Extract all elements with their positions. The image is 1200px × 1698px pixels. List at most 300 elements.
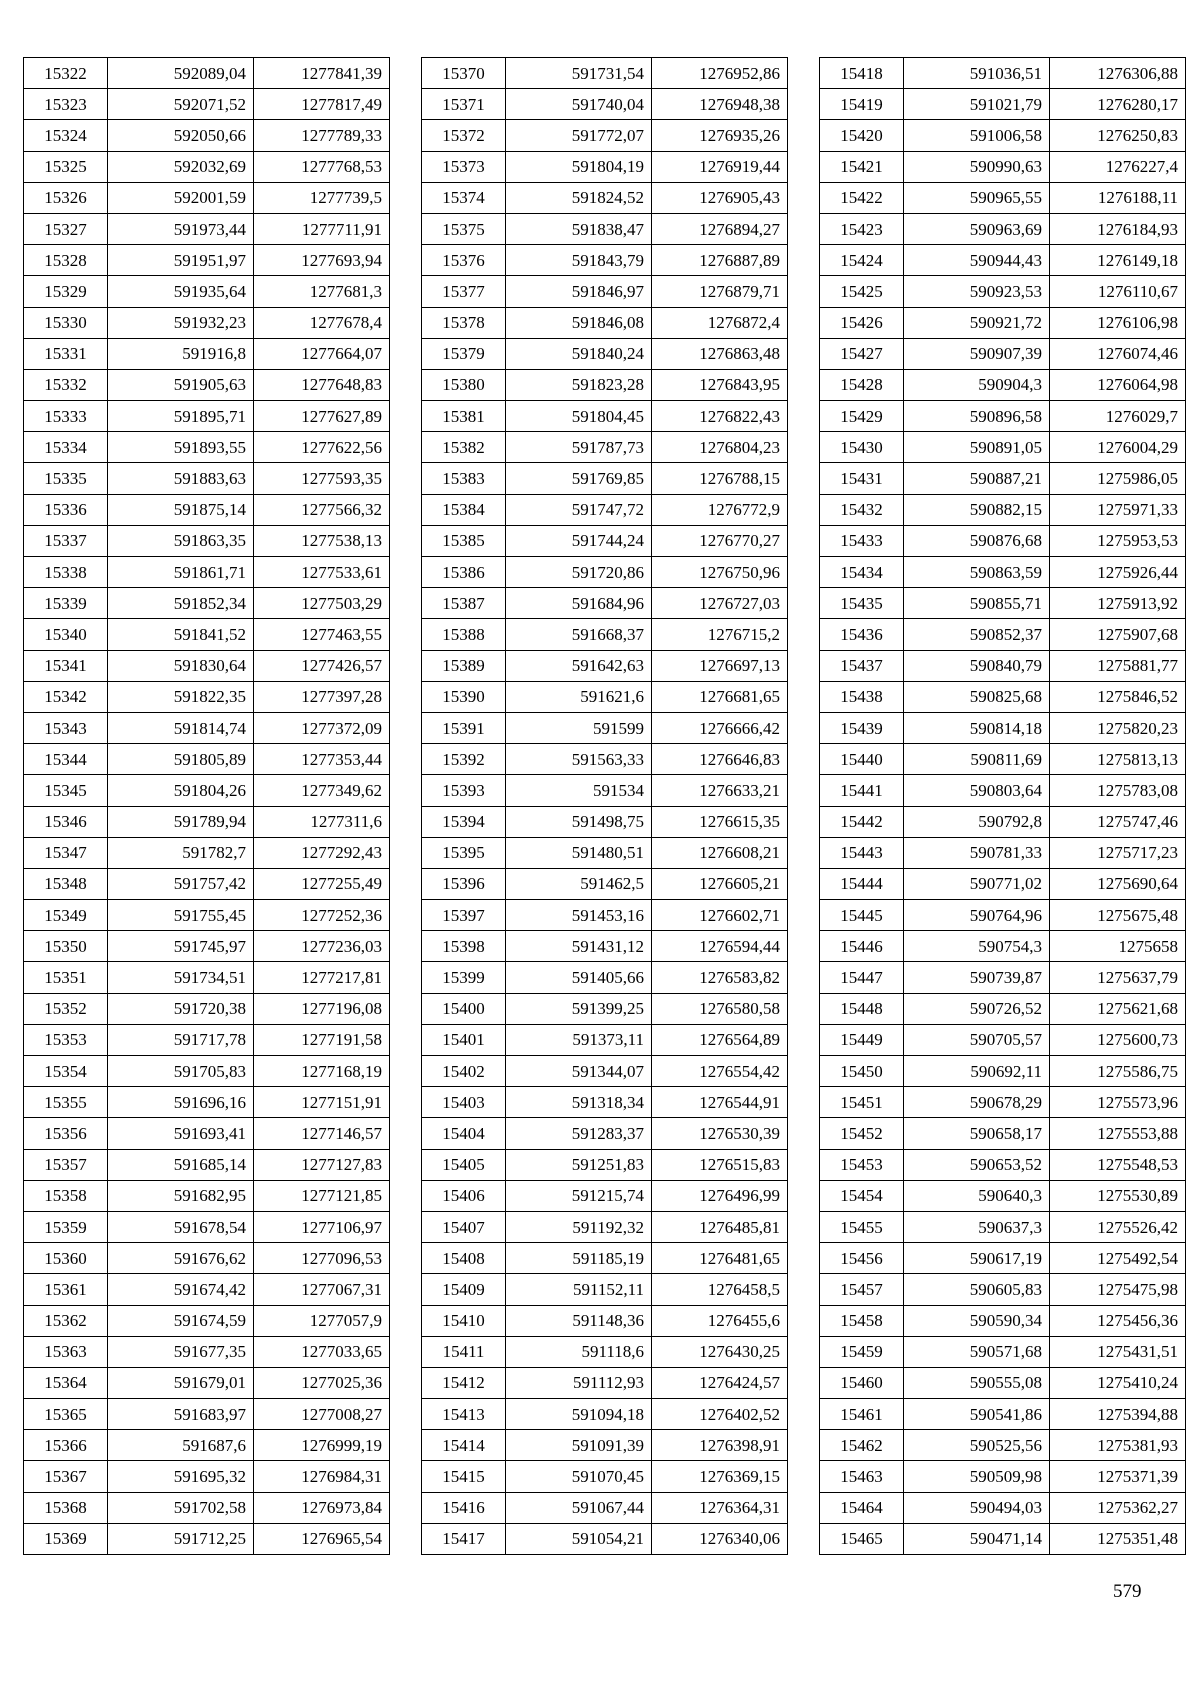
y-coordinate-cell: 1276280,17 <box>1050 89 1186 120</box>
x-coordinate-cell: 591498,75 <box>506 806 652 837</box>
table-row <box>820 1243 1186 1274</box>
y-coordinate-cell: 1275813,13 <box>1050 744 1186 775</box>
x-coordinate-cell: 591717,78 <box>108 1024 254 1055</box>
y-coordinate-cell: 1277151,91 <box>254 1087 390 1118</box>
y-coordinate-cell: 1276074,46 <box>1050 338 1186 369</box>
y-coordinate-cell: 1276424,57 <box>652 1367 788 1398</box>
x-coordinate-cell: 590726,52 <box>904 993 1050 1024</box>
table-row <box>24 338 390 369</box>
x-coordinate-cell: 591192,32 <box>506 1211 652 1242</box>
y-coordinate-cell: 1276681,65 <box>652 681 788 712</box>
y-coordinate-cell: 1276666,42 <box>652 712 788 743</box>
table-row <box>24 245 390 276</box>
x-coordinate-cell: 591674,42 <box>108 1274 254 1305</box>
y-coordinate-cell: 1277463,55 <box>254 619 390 650</box>
x-coordinate-cell: 591830,64 <box>108 650 254 681</box>
y-coordinate-cell: 1276227,4 <box>1050 151 1186 182</box>
y-coordinate-cell: 1276646,83 <box>652 744 788 775</box>
point-number-cell: 15361 <box>24 1274 108 1305</box>
table-row <box>24 650 390 681</box>
x-coordinate-cell: 591893,55 <box>108 432 254 463</box>
y-coordinate-cell: 1275371,39 <box>1050 1461 1186 1492</box>
x-coordinate-cell: 591787,73 <box>506 432 652 463</box>
y-coordinate-cell: 1275573,96 <box>1050 1087 1186 1118</box>
table-row <box>24 837 390 868</box>
y-coordinate-cell: 1277057,9 <box>254 1305 390 1336</box>
x-coordinate-cell: 591405,66 <box>506 962 652 993</box>
table-row <box>24 681 390 712</box>
table-row <box>820 58 1186 89</box>
table-row <box>820 744 1186 775</box>
table-row <box>820 89 1186 120</box>
x-coordinate-cell: 590754,3 <box>904 931 1050 962</box>
y-coordinate-cell: 1275410,24 <box>1050 1367 1186 1398</box>
x-coordinate-cell: 590840,79 <box>904 650 1050 681</box>
table-row <box>422 1211 788 1242</box>
table-row <box>24 712 390 743</box>
table-row <box>24 775 390 806</box>
point-number-cell: 15431 <box>820 463 904 494</box>
point-number-cell: 15390 <box>422 681 506 712</box>
table-row <box>422 1243 788 1274</box>
table-row <box>422 1056 788 1087</box>
x-coordinate-cell: 590863,59 <box>904 557 1050 588</box>
point-number-cell: 15464 <box>820 1492 904 1523</box>
table-row <box>820 525 1186 556</box>
y-coordinate-cell: 1277693,94 <box>254 245 390 276</box>
point-number-cell: 15421 <box>820 151 904 182</box>
y-coordinate-cell: 1275492,54 <box>1050 1243 1186 1274</box>
y-coordinate-cell: 1276402,52 <box>652 1399 788 1430</box>
table-row <box>820 900 1186 931</box>
x-coordinate-cell: 591916,8 <box>108 338 254 369</box>
x-coordinate-cell: 590739,87 <box>904 962 1050 993</box>
point-number-cell: 15336 <box>24 494 108 525</box>
table-row <box>24 151 390 182</box>
y-coordinate-cell: 1276605,21 <box>652 868 788 899</box>
point-number-cell: 15410 <box>422 1305 506 1336</box>
point-number-cell: 15409 <box>422 1274 506 1305</box>
y-coordinate-cell: 1276554,42 <box>652 1056 788 1087</box>
x-coordinate-cell: 591745,97 <box>108 931 254 962</box>
table-row <box>422 307 788 338</box>
point-number-cell: 15341 <box>24 650 108 681</box>
point-number-cell: 15372 <box>422 120 506 151</box>
table-row <box>422 494 788 525</box>
table-row <box>24 182 390 213</box>
y-coordinate-cell: 1276530,39 <box>652 1118 788 1149</box>
x-coordinate-cell: 590590,34 <box>904 1305 1050 1336</box>
table-row <box>24 120 390 151</box>
table-row <box>24 463 390 494</box>
point-number-cell: 15434 <box>820 557 904 588</box>
point-number-cell: 15440 <box>820 744 904 775</box>
x-coordinate-cell: 591720,38 <box>108 993 254 1024</box>
table-row <box>820 1211 1186 1242</box>
x-coordinate-cell: 591883,63 <box>108 463 254 494</box>
point-number-cell: 15405 <box>422 1149 506 1180</box>
table-row <box>820 1461 1186 1492</box>
table-row <box>24 1367 390 1398</box>
x-coordinate-cell: 591712,25 <box>108 1523 254 1554</box>
table-row <box>422 401 788 432</box>
table-row <box>24 962 390 993</box>
point-number-cell: 15423 <box>820 213 904 244</box>
x-coordinate-cell: 591251,83 <box>506 1149 652 1180</box>
point-number-cell: 15337 <box>24 525 108 556</box>
table-row <box>820 245 1186 276</box>
y-coordinate-cell: 1275926,44 <box>1050 557 1186 588</box>
x-coordinate-cell: 590571,68 <box>904 1336 1050 1367</box>
point-number-cell: 15373 <box>422 151 506 182</box>
table-row <box>422 1336 788 1367</box>
y-coordinate-cell: 1275621,68 <box>1050 993 1186 1024</box>
y-coordinate-cell: 1277349,62 <box>254 775 390 806</box>
x-coordinate-cell: 590814,18 <box>904 712 1050 743</box>
point-number-cell: 15342 <box>24 681 108 712</box>
table-row <box>820 1430 1186 1461</box>
table-row <box>24 1211 390 1242</box>
x-coordinate-cell: 591789,94 <box>108 806 254 837</box>
table-row <box>820 993 1186 1024</box>
y-coordinate-cell: 1276822,43 <box>652 401 788 432</box>
y-coordinate-cell: 1275526,42 <box>1050 1211 1186 1242</box>
point-number-cell: 15402 <box>422 1056 506 1087</box>
point-number-cell: 15370 <box>422 58 506 89</box>
x-coordinate-cell: 590617,19 <box>904 1243 1050 1274</box>
x-coordinate-cell: 590771,02 <box>904 868 1050 899</box>
table-row <box>820 182 1186 213</box>
point-number-cell: 15436 <box>820 619 904 650</box>
table-row <box>422 463 788 494</box>
table-row <box>24 931 390 962</box>
y-coordinate-cell: 1276250,83 <box>1050 120 1186 151</box>
x-coordinate-cell: 591318,34 <box>506 1087 652 1118</box>
x-coordinate-cell: 591740,04 <box>506 89 652 120</box>
x-coordinate-cell: 591112,93 <box>506 1367 652 1398</box>
table-row <box>24 1024 390 1055</box>
point-number-cell: 15443 <box>820 837 904 868</box>
table-row <box>24 806 390 837</box>
table-row <box>820 1367 1186 1398</box>
y-coordinate-cell: 1275658 <box>1050 931 1186 962</box>
point-number-cell: 15439 <box>820 712 904 743</box>
y-coordinate-cell: 1276340,06 <box>652 1523 788 1554</box>
y-coordinate-cell: 1276455,6 <box>652 1305 788 1336</box>
y-coordinate-cell: 1276485,81 <box>652 1211 788 1242</box>
y-coordinate-cell: 1276715,2 <box>652 619 788 650</box>
x-coordinate-cell: 591674,59 <box>108 1305 254 1336</box>
point-number-cell: 15453 <box>820 1149 904 1180</box>
point-number-cell: 15356 <box>24 1118 108 1149</box>
x-coordinate-cell: 592032,69 <box>108 151 254 182</box>
point-number-cell: 15367 <box>24 1461 108 1492</box>
table-row <box>820 619 1186 650</box>
y-coordinate-cell: 1276481,65 <box>652 1243 788 1274</box>
point-number-cell: 15419 <box>820 89 904 120</box>
point-number-cell: 15452 <box>820 1118 904 1149</box>
table-row <box>24 369 390 400</box>
y-coordinate-cell: 1277503,29 <box>254 588 390 619</box>
table-row <box>24 1399 390 1430</box>
y-coordinate-cell: 1275953,53 <box>1050 525 1186 556</box>
y-coordinate-cell: 1276615,35 <box>652 806 788 837</box>
x-coordinate-cell: 590965,55 <box>904 182 1050 213</box>
table-row <box>820 401 1186 432</box>
x-coordinate-cell: 590921,72 <box>904 307 1050 338</box>
x-coordinate-cell: 590907,39 <box>904 338 1050 369</box>
y-coordinate-cell: 1276110,67 <box>1050 276 1186 307</box>
x-coordinate-cell: 591094,18 <box>506 1399 652 1430</box>
x-coordinate-cell: 591687,6 <box>108 1430 254 1461</box>
table-row <box>24 1430 390 1461</box>
point-number-cell: 15432 <box>820 494 904 525</box>
table-row <box>422 58 788 89</box>
y-coordinate-cell: 1276602,71 <box>652 900 788 931</box>
y-coordinate-cell: 1275783,08 <box>1050 775 1186 806</box>
point-number-cell: 15416 <box>422 1492 506 1523</box>
point-number-cell: 15380 <box>422 369 506 400</box>
table-row <box>422 1492 788 1523</box>
point-number-cell: 15352 <box>24 993 108 1024</box>
table-row <box>24 432 390 463</box>
x-coordinate-cell: 591091,39 <box>506 1430 652 1461</box>
table-row <box>820 338 1186 369</box>
y-coordinate-cell: 1276633,21 <box>652 775 788 806</box>
point-number-cell: 15433 <box>820 525 904 556</box>
y-coordinate-cell: 1276894,27 <box>652 213 788 244</box>
x-coordinate-cell: 591676,62 <box>108 1243 254 1274</box>
point-number-cell: 15334 <box>24 432 108 463</box>
table-row <box>422 151 788 182</box>
y-coordinate-cell: 1277033,65 <box>254 1336 390 1367</box>
point-number-cell: 15353 <box>24 1024 108 1055</box>
x-coordinate-cell: 591693,41 <box>108 1118 254 1149</box>
point-number-cell: 15364 <box>24 1367 108 1398</box>
point-number-cell: 15325 <box>24 151 108 182</box>
y-coordinate-cell: 1276863,48 <box>652 338 788 369</box>
y-coordinate-cell: 1277566,32 <box>254 494 390 525</box>
x-coordinate-cell: 591642,63 <box>506 650 652 681</box>
x-coordinate-cell: 590525,56 <box>904 1430 1050 1461</box>
point-number-cell: 15377 <box>422 276 506 307</box>
point-number-cell: 15445 <box>820 900 904 931</box>
y-coordinate-cell: 1277627,89 <box>254 401 390 432</box>
x-coordinate-cell: 591744,24 <box>506 525 652 556</box>
x-coordinate-cell: 591734,51 <box>108 962 254 993</box>
point-number-cell: 15412 <box>422 1367 506 1398</box>
table-row <box>24 213 390 244</box>
table-row <box>422 962 788 993</box>
y-coordinate-cell: 1275381,93 <box>1050 1430 1186 1461</box>
table-row <box>422 1523 788 1554</box>
table-row <box>24 1243 390 1274</box>
point-number-cell: 15394 <box>422 806 506 837</box>
x-coordinate-cell: 591840,24 <box>506 338 652 369</box>
x-coordinate-cell: 590990,63 <box>904 151 1050 182</box>
y-coordinate-cell: 1275475,98 <box>1050 1274 1186 1305</box>
table-row <box>422 1461 788 1492</box>
x-coordinate-cell: 591895,71 <box>108 401 254 432</box>
y-coordinate-cell: 1276608,21 <box>652 837 788 868</box>
x-coordinate-cell: 591822,35 <box>108 681 254 712</box>
x-coordinate-cell: 590825,68 <box>904 681 1050 712</box>
point-number-cell: 15396 <box>422 868 506 899</box>
x-coordinate-cell: 590963,69 <box>904 213 1050 244</box>
point-number-cell: 15391 <box>422 712 506 743</box>
point-number-cell: 15427 <box>820 338 904 369</box>
y-coordinate-cell: 1277678,4 <box>254 307 390 338</box>
x-coordinate-cell: 591846,97 <box>506 276 652 307</box>
table-row <box>820 1523 1186 1554</box>
y-coordinate-cell: 1276697,13 <box>652 650 788 681</box>
x-coordinate-cell: 591755,45 <box>108 900 254 931</box>
y-coordinate-cell: 1276369,15 <box>652 1461 788 1492</box>
y-coordinate-cell: 1276544,91 <box>652 1087 788 1118</box>
point-number-cell: 15329 <box>24 276 108 307</box>
point-number-cell: 15406 <box>422 1180 506 1211</box>
y-coordinate-cell: 1276306,88 <box>1050 58 1186 89</box>
point-number-cell: 15323 <box>24 89 108 120</box>
y-coordinate-cell: 1277236,03 <box>254 931 390 962</box>
point-number-cell: 15368 <box>24 1492 108 1523</box>
point-number-cell: 15350 <box>24 931 108 962</box>
x-coordinate-cell: 590852,37 <box>904 619 1050 650</box>
y-coordinate-cell: 1275675,48 <box>1050 900 1186 931</box>
y-coordinate-cell: 1276188,11 <box>1050 182 1186 213</box>
table-row <box>422 619 788 650</box>
table-row <box>422 1305 788 1336</box>
x-coordinate-cell: 590494,03 <box>904 1492 1050 1523</box>
x-coordinate-cell: 591621,6 <box>506 681 652 712</box>
x-coordinate-cell: 591863,35 <box>108 525 254 556</box>
coordinates-table-2 <box>421 57 788 1555</box>
y-coordinate-cell: 1276564,89 <box>652 1024 788 1055</box>
x-coordinate-cell: 591705,83 <box>108 1056 254 1087</box>
table-row <box>820 213 1186 244</box>
point-number-cell: 15378 <box>422 307 506 338</box>
x-coordinate-cell: 591935,64 <box>108 276 254 307</box>
table-row <box>422 182 788 213</box>
y-coordinate-cell: 1276184,93 <box>1050 213 1186 244</box>
table-row <box>820 1399 1186 1430</box>
table-row <box>820 712 1186 743</box>
x-coordinate-cell: 591875,14 <box>108 494 254 525</box>
table-row <box>422 1087 788 1118</box>
x-coordinate-cell: 591838,47 <box>506 213 652 244</box>
x-coordinate-cell: 590764,96 <box>904 900 1050 931</box>
point-number-cell: 15328 <box>24 245 108 276</box>
x-coordinate-cell: 590692,11 <box>904 1056 1050 1087</box>
point-number-cell: 15456 <box>820 1243 904 1274</box>
table-row <box>422 432 788 463</box>
y-coordinate-cell: 1276770,27 <box>652 525 788 556</box>
y-coordinate-cell: 1277622,56 <box>254 432 390 463</box>
point-number-cell: 15403 <box>422 1087 506 1118</box>
point-number-cell: 15382 <box>422 432 506 463</box>
x-coordinate-cell: 591843,79 <box>506 245 652 276</box>
y-coordinate-cell: 1276905,43 <box>652 182 788 213</box>
y-coordinate-cell: 1277217,81 <box>254 962 390 993</box>
y-coordinate-cell: 1276999,19 <box>254 1430 390 1461</box>
table-row <box>24 1336 390 1367</box>
point-number-cell: 15359 <box>24 1211 108 1242</box>
point-number-cell: 15463 <box>820 1461 904 1492</box>
point-number-cell: 15365 <box>24 1399 108 1430</box>
point-number-cell: 15375 <box>422 213 506 244</box>
x-coordinate-cell: 591599 <box>506 712 652 743</box>
point-number-cell: 15461 <box>820 1399 904 1430</box>
x-coordinate-cell: 591747,72 <box>506 494 652 525</box>
point-number-cell: 15422 <box>820 182 904 213</box>
table-row <box>820 1118 1186 1149</box>
table-row <box>422 712 788 743</box>
point-number-cell: 15331 <box>24 338 108 369</box>
x-coordinate-cell: 591148,36 <box>506 1305 652 1336</box>
y-coordinate-cell: 1275586,75 <box>1050 1056 1186 1087</box>
x-coordinate-cell: 592050,66 <box>108 120 254 151</box>
y-coordinate-cell: 1277538,13 <box>254 525 390 556</box>
table-row <box>24 494 390 525</box>
y-coordinate-cell: 1275747,46 <box>1050 806 1186 837</box>
x-coordinate-cell: 590509,98 <box>904 1461 1050 1492</box>
x-coordinate-cell: 591215,74 <box>506 1180 652 1211</box>
y-coordinate-cell: 1275548,53 <box>1050 1149 1186 1180</box>
table-row <box>24 276 390 307</box>
table-row <box>820 276 1186 307</box>
y-coordinate-cell: 1277353,44 <box>254 744 390 775</box>
x-coordinate-cell: 591683,97 <box>108 1399 254 1430</box>
y-coordinate-cell: 1275362,27 <box>1050 1492 1186 1523</box>
x-coordinate-cell: 590555,08 <box>904 1367 1050 1398</box>
table-row <box>422 1118 788 1149</box>
coordinates-table-1 <box>23 57 390 1555</box>
y-coordinate-cell: 1276398,91 <box>652 1430 788 1461</box>
point-number-cell: 15449 <box>820 1024 904 1055</box>
table-row <box>422 1430 788 1461</box>
table-row <box>422 369 788 400</box>
y-coordinate-cell: 1275971,33 <box>1050 494 1186 525</box>
y-coordinate-cell: 1275637,79 <box>1050 962 1186 993</box>
point-number-cell: 15351 <box>24 962 108 993</box>
table-row <box>820 557 1186 588</box>
x-coordinate-cell: 590944,43 <box>904 245 1050 276</box>
x-coordinate-cell: 591951,97 <box>108 245 254 276</box>
x-coordinate-cell: 591344,07 <box>506 1056 652 1087</box>
x-coordinate-cell: 591668,37 <box>506 619 652 650</box>
point-number-cell: 15398 <box>422 931 506 962</box>
y-coordinate-cell: 1275717,23 <box>1050 837 1186 868</box>
x-coordinate-cell: 591678,54 <box>108 1211 254 1242</box>
point-number-cell: 15332 <box>24 369 108 400</box>
point-number-cell: 15417 <box>422 1523 506 1554</box>
x-coordinate-cell: 591152,11 <box>506 1274 652 1305</box>
x-coordinate-cell: 591720,86 <box>506 557 652 588</box>
table-row <box>820 681 1186 712</box>
y-coordinate-cell: 1277648,83 <box>254 369 390 400</box>
x-coordinate-cell: 591757,42 <box>108 868 254 899</box>
point-number-cell: 15451 <box>820 1087 904 1118</box>
table-row <box>820 1274 1186 1305</box>
point-number-cell: 15429 <box>820 401 904 432</box>
point-number-cell: 15376 <box>422 245 506 276</box>
point-number-cell: 15324 <box>24 120 108 151</box>
point-number-cell: 15362 <box>24 1305 108 1336</box>
table-row <box>820 1149 1186 1180</box>
table-row <box>820 369 1186 400</box>
point-number-cell: 15458 <box>820 1305 904 1336</box>
x-coordinate-cell: 590640,3 <box>904 1180 1050 1211</box>
